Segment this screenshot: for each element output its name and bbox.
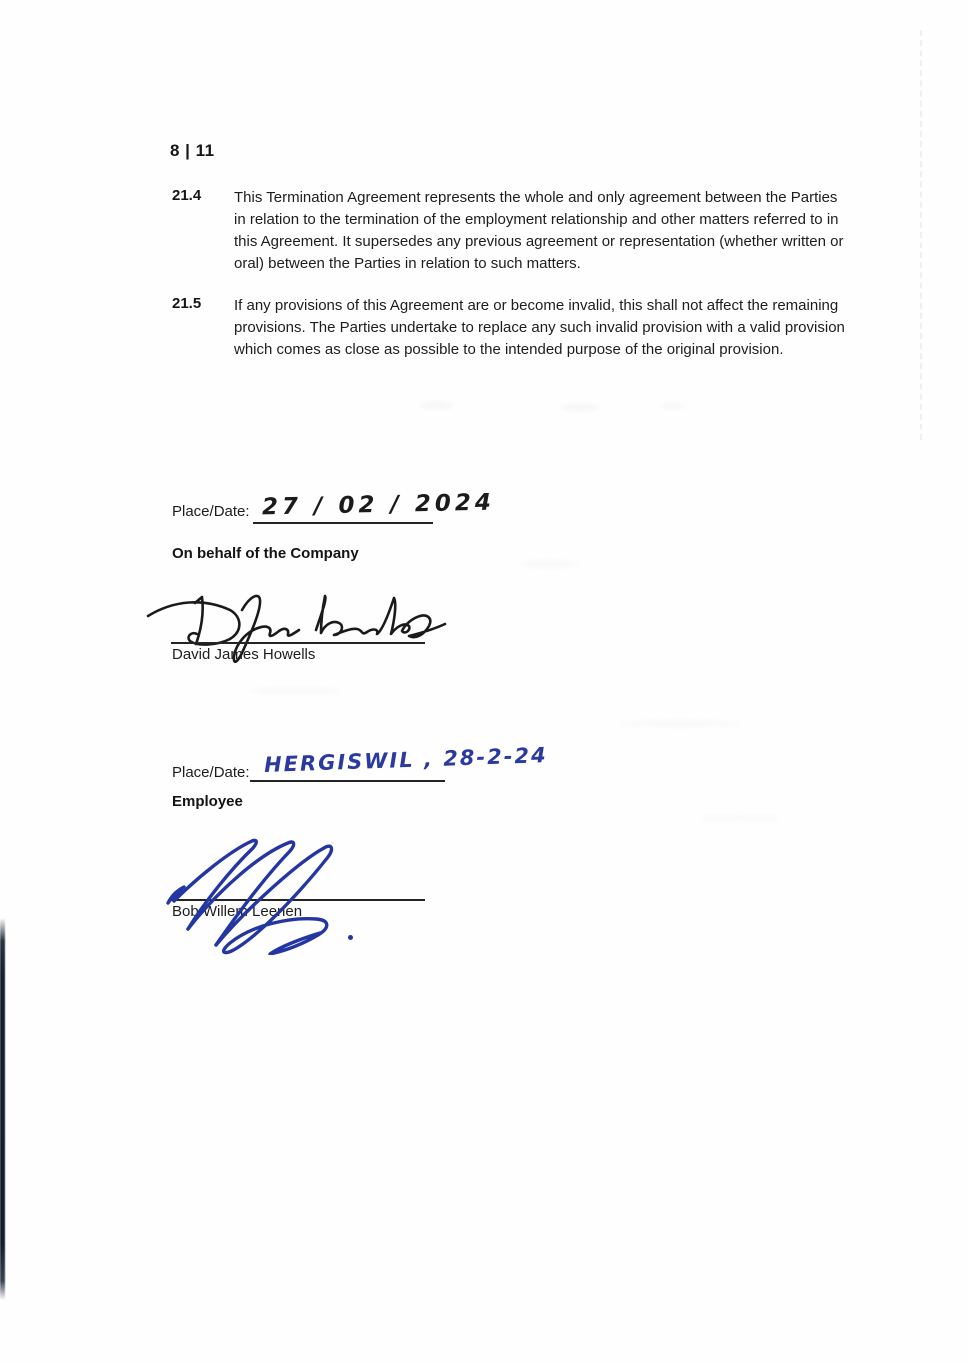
scan-smudge: [660, 403, 686, 409]
scan-dashed-line: [920, 30, 922, 440]
scan-smudge: [700, 815, 780, 821]
scan-smudge: [520, 560, 580, 568]
employee-place-date-label: Place/Date:: [172, 764, 250, 781]
scan-smudge: [250, 688, 340, 694]
clause-number: 21.5: [172, 295, 202, 312]
employee-place-date-handwriting: HERGISWIL , 28-2-24: [263, 743, 549, 777]
clause-text: If any provisions of this Agreement are or become invalid, this shall not affect the remaining provisions. The Parties undertake to replace any such invalid provision with a valid provision which comes as close as possible to the intended purpose of the original provision.: [234, 297, 845, 358]
page-number: 8 | 11: [170, 141, 215, 160]
company-place-date-label: Place/Date:: [172, 503, 250, 520]
scan-smudge: [420, 402, 454, 409]
employee-place-date-line: [250, 780, 445, 782]
scan-smudge: [620, 720, 740, 727]
employee-heading: Employee: [172, 793, 243, 810]
company-place-date-line: [253, 522, 433, 524]
company-place-date-handwriting: 27 / 02 / 2024: [261, 489, 496, 521]
company-heading: On behalf of the Company: [172, 545, 359, 562]
company-signatory-name: David James Howells: [172, 646, 316, 663]
scan-edge-strip: [0, 918, 5, 1300]
employee-signatory-name: Bob Willem Leenen: [172, 903, 303, 920]
company-signature-line: [171, 642, 425, 644]
employee-signature-dot: [348, 935, 353, 940]
scan-smudge: [560, 404, 600, 411]
clause-text: This Termination Agreement represents the whole and only agreement between the Parties in relation to the termination of the employment relationship and other matters referred to in this Agreement. It supersedes any previous agreement or representation (whether written or oral) between the Parties in relation to such matters.: [234, 189, 844, 272]
employee-signature-ink: [158, 835, 468, 955]
clause-number: 21.4: [172, 187, 202, 204]
